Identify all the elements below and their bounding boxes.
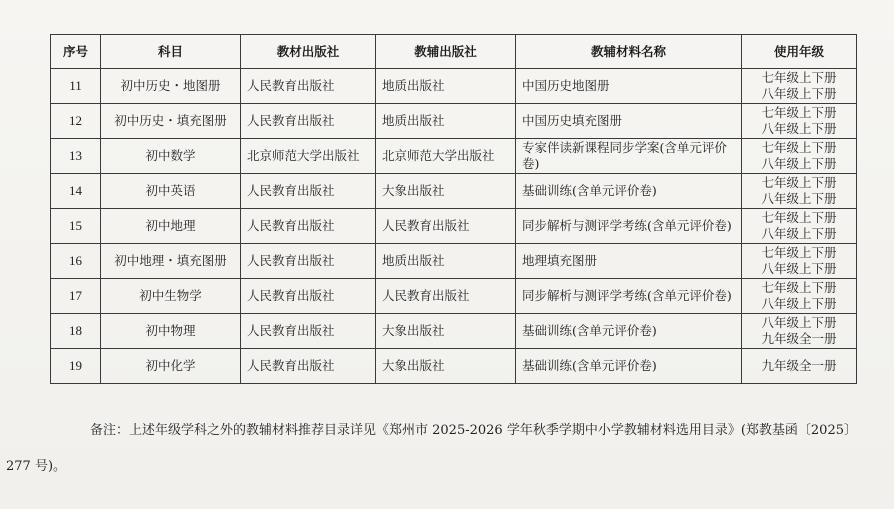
header-material-name: 教辅材料名称 [516,35,742,69]
grade-line-2: 八年级上下册 [761,121,837,136]
cell-material-name: 基础训练(含单元评价卷) [516,174,742,209]
cell-no: 15 [51,209,101,244]
cell-aux-publisher: 地质出版社 [376,244,516,279]
grade-line-2: 九年级全一册 [761,331,837,346]
cell-aux-publisher: 大象出版社 [376,314,516,349]
cell-grade [742,139,857,174]
cell-subject: 初中历史・地图册 [101,69,241,104]
cell-aux-publisher: 地质出版社 [376,104,516,139]
cell-material-name: 基础训练(含单元评价卷) [516,349,742,384]
table-row [51,139,857,174]
cell-textbook-publisher: 人民教育出版社 [241,279,376,314]
grade-line-1: 七年级上下册 [761,70,837,85]
cell-material-name: 同步解析与测评学考练(含单元评价卷) [516,279,742,314]
cell-subject: 初中化学 [101,349,241,384]
header-aux-publisher: 教辅出版社 [376,35,516,69]
cell-subject: 初中地理・填充图册 [101,244,241,279]
table-row [51,209,857,244]
cell-grade [742,349,857,384]
grade-line-1: 七年级上下册 [761,210,837,225]
cell-no: 12 [51,104,101,139]
cell-no: 16 [51,244,101,279]
grade-line-1: 七年级上下册 [761,140,837,155]
cell-no: 17 [51,279,101,314]
cell-material-name: 同步解析与测评学考练(含单元评价卷) [516,209,742,244]
footnote-text: 备注：上述年级学科之外的教辅材料推荐目录详见《郑州市 2025-2026 学年秋季学期中小学教辅材料选用目录》(郑教基函〔2025〕 [90,423,857,438]
header-row [51,35,857,69]
grade-line-1: 七年级上下册 [761,245,837,260]
cell-material-name: 基础训练(含单元评价卷) [516,314,742,349]
cell-grade [742,244,857,279]
grade-line-1: 七年级上下册 [761,105,837,120]
cell-textbook-publisher: 人民教育出版社 [241,314,376,349]
table-row [51,279,857,314]
header-grade: 使用年级 [742,35,857,69]
header-no: 序号 [51,35,101,69]
cell-aux-publisher: 人民教育出版社 [376,209,516,244]
cell-no: 18 [51,314,101,349]
cell-textbook-publisher: 人民教育出版社 [241,174,376,209]
cell-aux-publisher: 人民教育出版社 [376,279,516,314]
table-body [51,69,857,384]
grade-line-1: 九年级全一册 [761,358,837,373]
cell-subject: 初中物理 [101,314,241,349]
grade-line-1: 八年级上下册 [761,315,837,330]
cell-no: 14 [51,174,101,209]
table-row [51,314,857,349]
grade-line-2: 八年级上下册 [761,191,837,206]
cell-grade [742,174,857,209]
cell-subject: 初中生物学 [101,279,241,314]
cell-textbook-publisher: 人民教育出版社 [241,349,376,384]
cell-material-name: 中国历史填充图册 [516,104,742,139]
cell-material-name: 中国历史地图册 [516,69,742,104]
cell-textbook-publisher: 人民教育出版社 [241,69,376,104]
cell-grade [742,314,857,349]
cell-textbook-publisher: 人民教育出版社 [241,104,376,139]
cell-aux-publisher: 大象出版社 [376,174,516,209]
cell-textbook-publisher: 北京师范大学出版社 [241,139,376,174]
cell-grade [742,69,857,104]
cell-textbook-publisher: 人民教育出版社 [241,244,376,279]
table-row [51,349,857,384]
cell-subject: 初中地理 [101,209,241,244]
cell-subject: 初中数学 [101,139,241,174]
cell-grade [742,209,857,244]
cell-material-name: 地理填充图册 [516,244,742,279]
table-row [51,174,857,209]
cell-aux-publisher: 北京师范大学出版社 [376,139,516,174]
cell-no: 11 [51,69,101,104]
table-row [51,104,857,139]
cell-aux-publisher: 地质出版社 [376,69,516,104]
cell-no: 13 [51,139,101,174]
header-textbook-publisher: 教材出版社 [241,35,376,69]
grade-line-2: 八年级上下册 [761,226,837,241]
grade-line-1: 七年级上下册 [761,280,837,295]
cell-no: 19 [51,349,101,384]
grade-line-2: 八年级上下册 [761,261,837,276]
cell-grade [742,104,857,139]
footnote-continuation: 277 号)。 [6,459,67,474]
header-subject: 科目 [101,35,241,69]
table-row [51,244,857,279]
grade-line-1: 七年级上下册 [761,175,837,190]
cell-aux-publisher: 大象出版社 [376,349,516,384]
grade-line-2: 八年级上下册 [761,86,837,101]
cell-subject: 初中英语 [101,174,241,209]
grade-line-2: 八年级上下册 [761,156,837,171]
cell-subject: 初中历史・填充图册 [101,104,241,139]
cell-grade [742,279,857,314]
table-row [51,69,857,104]
grade-line-2: 八年级上下册 [761,296,837,311]
cell-textbook-publisher: 人民教育出版社 [241,209,376,244]
table-header [51,35,857,69]
cell-material-name: 专家伴读新课程同步学案(含单元评价卷) [516,139,742,174]
textbook-table [50,34,857,384]
